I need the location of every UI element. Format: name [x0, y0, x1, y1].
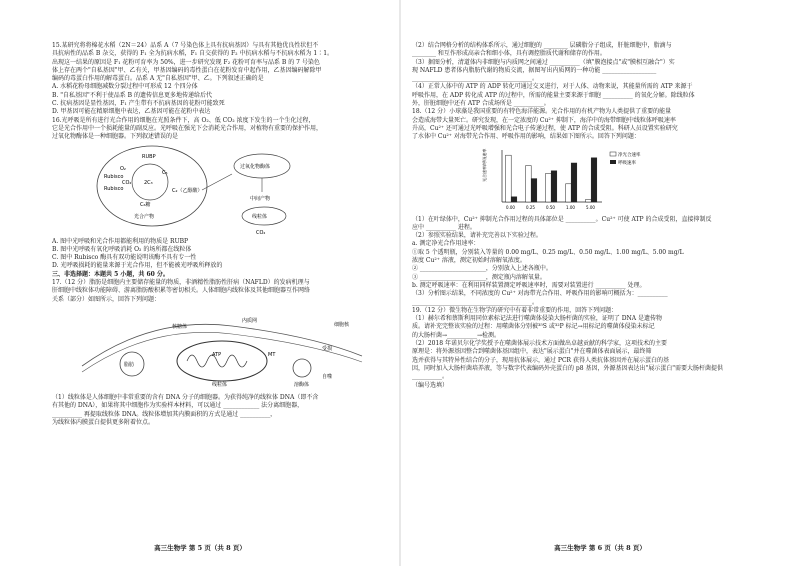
bar-respiration-4 — [591, 157, 597, 201]
atp-label: ATP — [212, 351, 222, 358]
organelle-svg — [72, 306, 372, 392]
left-page-footer: 高三生物学 第 5 页（共 8 页） — [154, 544, 246, 552]
q19-line: 选并获得与其特异性结合的分子，现用抗体展示，通过 PCR 获得人类抗体基因并在展示蛋白的基 — [412, 356, 669, 364]
lipid-label: 脂肪 — [124, 361, 135, 368]
question-16 — [52, 117, 390, 271]
x-tick-label: 0.50 — [546, 204, 555, 210]
q17b-line: （3）据图分析，清道体内非细胞与内质网之间通过 __________（填"膜泡接点"或"膜相互融合"）实 — [412, 58, 675, 66]
q18-sub-line: a. 测定净光合作用速率： — [412, 240, 480, 248]
q16-line: 16.光呼吸是所有进行光合作用的细胞在光照条件下，高 O₂、低 CO₂ 浓度下发生的一个生化过程， — [52, 116, 315, 124]
q17-sub1-line: 为线粒体内膜蛋白提供更多附着位点。 — [52, 418, 155, 426]
sugar-label: C₆糖 — [140, 201, 151, 208]
rubisco-label-2: Rubisco — [104, 185, 124, 192]
q17-sub1-line: __________ 再提取线粒体 DNA。线粒体增加其内膜面积的方式是通过 __________， — [52, 410, 277, 418]
bar-photosynthesis-4 — [586, 199, 592, 202]
q15-line: 编码的毒蛋白作用的解毒蛋白。品系 A 无"自私基因"甲、乙。下列叙述正确的是 — [52, 75, 264, 83]
cu-chart-svg — [472, 144, 662, 214]
q16-option-a: A. 图中光呼吸和光合作用都能利用的物质是 RUBP — [52, 237, 189, 245]
lysosome — [293, 359, 311, 377]
question-15 — [52, 42, 390, 117]
q17b-line: ________________________________________。 — [412, 75, 539, 83]
legend-photosynthesis: 净光合速率 — [618, 152, 641, 158]
c2-label: C₂（乙醇酸） — [172, 187, 203, 194]
x-tick-label: 0.00 — [506, 204, 515, 210]
legend-swatch-photosynthesis — [610, 152, 616, 156]
q17b-line: 现 NAFLD 患者体内脂肪代谢的物质交流，据图写出内质网的一种功能 __________________ — [412, 66, 657, 74]
bar-respiration-3 — [571, 163, 577, 202]
q19-line: （1）赫尔希和蔡斯利用同位素标记法进行噬菌体侵染大肠杆菌的实验，证明了 DNA 是遗传物 — [412, 315, 663, 323]
q16-option-b: B. 图中光呼吸有氧化呼吸消耗 O₂ 的场所都在线粒体 — [52, 245, 192, 253]
damage-label: 受损 — [322, 345, 333, 352]
q19-line: 原理是：将外源基因整合到噬菌体基因组中，表达"展示蛋白"并在噬菌体表面展示，最终筛 — [412, 348, 652, 356]
co2-out-label: CO₂ — [256, 229, 266, 236]
q18-sub-line: ①取 5 个透明瓶，分别装入等量的 0.00 mg/L、0.25 mg/L、0.50 mg/L、1.00 mg/L、5.00 mg/L — [412, 248, 684, 256]
c3-label: 2C₃ — [144, 179, 153, 186]
x-tick-label: 5.00 — [586, 204, 595, 210]
right-column — [412, 42, 756, 390]
question-17-continued — [412, 42, 756, 108]
q17b-line: 外，肝脏细胞中还有 ATP 合成场所是 __________。 — [412, 100, 550, 108]
photorespiration-svg — [92, 144, 332, 236]
q15-option-b: B. "自私基因"不利于使品系 B 的遗传信息更多地传递给后代 — [52, 91, 212, 99]
q17-sub1-line: （1）线粒体是人体细胞中非常重要的含有 DNA 分子的细胞器。为获得纯净的线粒体 DNA（即不含 — [52, 393, 319, 401]
q18-sub-line: （2）参照实验结果，请补充完善以下实验过程。 — [412, 232, 542, 240]
q19-line: 因，同时加入大肠杆菌培养液，等与数字代表编码外壳蛋白的 p8 基因，外源基因表达出"展示蛋白"需要大肠杆菌提供__________。 — [412, 364, 723, 381]
q17-line: 17.（12 分）脂肪是细胞内主要储存能量的物质，非酒精性脂肪性肝病（NAFLD）的发病机理与 — [52, 279, 310, 287]
y-axis-label: 光合速率/呼吸速率 — [482, 148, 487, 182]
q16-line: 过氧化物酶体是一种细胞器。下列叙述错误的是 — [52, 133, 179, 141]
q19-line: 19.（12 分）微生物在生物学的研究中有着非常重要的作用，回答下列问题： — [412, 306, 618, 314]
lysosome-label: 溶酶体 — [294, 381, 310, 388]
q19-line: （编号选填） — [412, 381, 449, 389]
bar-respiration-2 — [551, 170, 557, 201]
product-label: 光合产物 — [134, 213, 155, 220]
autophagy-label: 自噬 — [322, 373, 333, 380]
q18-line: 会造成海带大量死亡。研究发现，在一定浓度的 Cu²⁺ 抑制下，海洋中的海带细胞中线粒体呼吸速率 — [412, 116, 676, 124]
mt-label: MT — [268, 351, 276, 358]
mito-label: 线粒体 — [212, 381, 228, 388]
q18-sub-line: （3）分析图示结果，不同浓度的 Cu²⁺ 对海带光合作用、呼吸作用的影响可概括为：__________ — [412, 290, 668, 298]
q17b-line: （2）结合网格分析的结构体系所示，通过细胞的 ________ 层磷脂分子组成，肝脏细胞中，脂滴与 — [412, 42, 672, 49]
q18-sub-line: b. 测定呼吸速率：在利用同样装置测定呼吸速率时，需要对装置进行 __________ 处理。 — [412, 281, 646, 289]
q15-option-a: A. 水稻花粉母细胞减数分裂过程中可形成 12 个四分体 — [52, 83, 198, 91]
er-membrane — [82, 324, 362, 366]
o2-label: O₂ — [120, 165, 126, 172]
x-tick-label: 0.25 — [526, 204, 535, 210]
q15-line: 具抗病性的品系 B 杂交，获得的 F₁ 全为抗病水稻，F₁ 自交获得的 F₂ 中抗病水稻与不抗病水稻为 1∶1。 — [52, 50, 334, 58]
x-ticks-group — [506, 205, 595, 210]
er-label: 内质网 — [242, 317, 258, 324]
question-18 — [412, 108, 756, 306]
legend-swatch-respiration — [610, 160, 616, 164]
bar-photosynthesis-0 — [506, 155, 512, 202]
ribosome-label: 核糖体 — [172, 323, 188, 330]
bar-photosynthesis-3 — [566, 183, 572, 201]
q18-sub-line: 应中 __________ 进程。 — [412, 223, 476, 231]
mitochondria-label: 线粒体 — [252, 213, 268, 220]
co2-label: CO₂ — [122, 179, 132, 186]
q17-line: 肝细胞中线粒体功能障碍、游离脂肪酸积累等密切相关。人体细胞内线粒体及其他细胞器互作网络 — [52, 287, 311, 295]
intermediate-label: 中间产物 — [250, 195, 271, 202]
bar-respiration-0 — [511, 196, 517, 201]
legend-respiration: 呼吸速率 — [618, 160, 636, 166]
right-page-footer: 高三生物学 第 6 页（共 8 页） — [554, 544, 646, 552]
q18-sub-line: ③ ______________________，测定瓶内溶解氧量。 — [412, 273, 546, 281]
q15-line: 出现这一结果的原因是 F₁ 花粉可育率为 50%，进一步研究发现 F₂ 花粉可育率与品系 B 的 7 号染色 — [52, 58, 320, 66]
photorespiration-diagram — [92, 144, 332, 236]
bar-respiration-1 — [531, 178, 537, 201]
q18-sub-line: ________________________________________。 — [412, 298, 539, 306]
q15-option-d: D. 甲基因可能在精原细胞中表达，乙基因可能在花粉中表达 — [52, 108, 211, 116]
q17-sub1-line: 有其他的 DNA），如果将其中细胞作为实验样本材料，可以通过 ____________ 法分离细胞器， — [52, 402, 304, 410]
bars-group — [506, 155, 597, 202]
q17b-line: （4）正常人体中的 ATP 的 ADP 转化可通过交叉进行，对于人体、动物来说，其能量所需的 ATP 来源于 — [412, 83, 693, 91]
bar-photosynthesis-2 — [546, 173, 552, 202]
bar-photosynthesis-1 — [526, 165, 532, 201]
organelle-network-diagram — [72, 306, 372, 392]
rubp-label: RUBP — [142, 153, 156, 160]
q19-line: 的大肠杆菌→__________→检测。 — [412, 331, 501, 339]
q16-line: 它是光合作用中一个损耗能量的副反应。光呼吸在强光下会消耗光合作用，对植物有重要的保护作用， — [52, 124, 323, 132]
section-three-heading: 三、非选择题：本题共 5 小题，共 60 分。 — [52, 270, 169, 278]
q17b-line: ________ 和互作形成高亲合和细小体，具有调控脂质代谢和储存的作用。 — [412, 50, 606, 58]
left-column — [52, 42, 390, 427]
q19-line: （2）2018 年诺贝尔化学奖授予在噬菌体展示技术方面做出卓越贡献的科学家，这项技术的主要 — [412, 340, 667, 348]
rubisco-label-1: Rubisco — [104, 173, 124, 180]
q17b-line: 呼吸作用，在 ADP 转化成 ATP 的过程中，所需的能量主要来源于细胞 __________ 的氧化分解。除线粒体 — [412, 91, 695, 99]
q16-option-d: D. 光呼吸损耗的能量来源于光合作用，但不能被光呼吸所释放的 — [52, 262, 223, 270]
right-page — [400, 0, 800, 566]
question-19 — [412, 307, 756, 390]
q18-line: 了水体中 Cu²⁺ 对海带光合作用、呼吸作用的影响，结果如下图所示。回答下列问题： — [412, 133, 640, 141]
peroxisome-label: 过氧化物酶体 — [240, 163, 271, 170]
x-tick-label: 1.00 — [566, 204, 575, 210]
nucleus-label: 细胞核 — [334, 321, 350, 328]
cu-effect-chart — [472, 144, 662, 214]
q18-sub-line: 浓度 Cu²⁺ 溶液，测定初始时溶解氧浓度。 — [412, 257, 526, 265]
q18-line: 18.（12 分）小球藻是我国重要的有特色海洋能源。光合作用的有机产物为人类提供了重要的能量 — [412, 108, 672, 116]
q17-line: 关系（部分）如图所示，回答下列问题： — [52, 295, 161, 303]
q19-line: 质。请补充完整该实验的过程：用噬菌体分别被³⁵S 或³²P 标记→用标记的噬菌体侵染未标记 — [412, 323, 655, 331]
q18-sub-line: ② ______________________，分别放入上述各瓶中。 — [412, 265, 552, 273]
q15-option-c: C. 抗病基因是显性基因，F₁ 产生带有不抗病基因的花粉可能致死 — [52, 100, 225, 108]
mitochondrion-outline — [177, 341, 267, 381]
c5-label: C₅ — [162, 169, 168, 176]
q15-line: 体上存在两个"自私基因"甲、乙有关，甲基因编码的毒性蛋白在花粉发育中起作用，乙基因编码解除甲 — [52, 66, 322, 74]
q16-option-c: C. 图中 Rubisco 酶具有双功能说明该酶不具有专一性 — [52, 254, 197, 262]
q15-line: 15.某研究将将棉花水稻（2N＝24）品系 A（7 号染色体上具有抗病基因）与具有其他优良性状但不 — [52, 42, 319, 49]
q18-sub-line: （1）在叶绿体中，Cu²⁺ 抑制光合作用过程的具体部位是 __________。Cu²⁺ 可使 ATP 的合成受阻，直接抑制反 — [412, 215, 712, 223]
q18-line: 升高，Cu²⁺ 还可通过光呼吸增强和光合电子传递过程，使 ATP 的合成受阻。科研人员设置实验研究 — [412, 124, 678, 132]
question-17 — [52, 279, 390, 427]
